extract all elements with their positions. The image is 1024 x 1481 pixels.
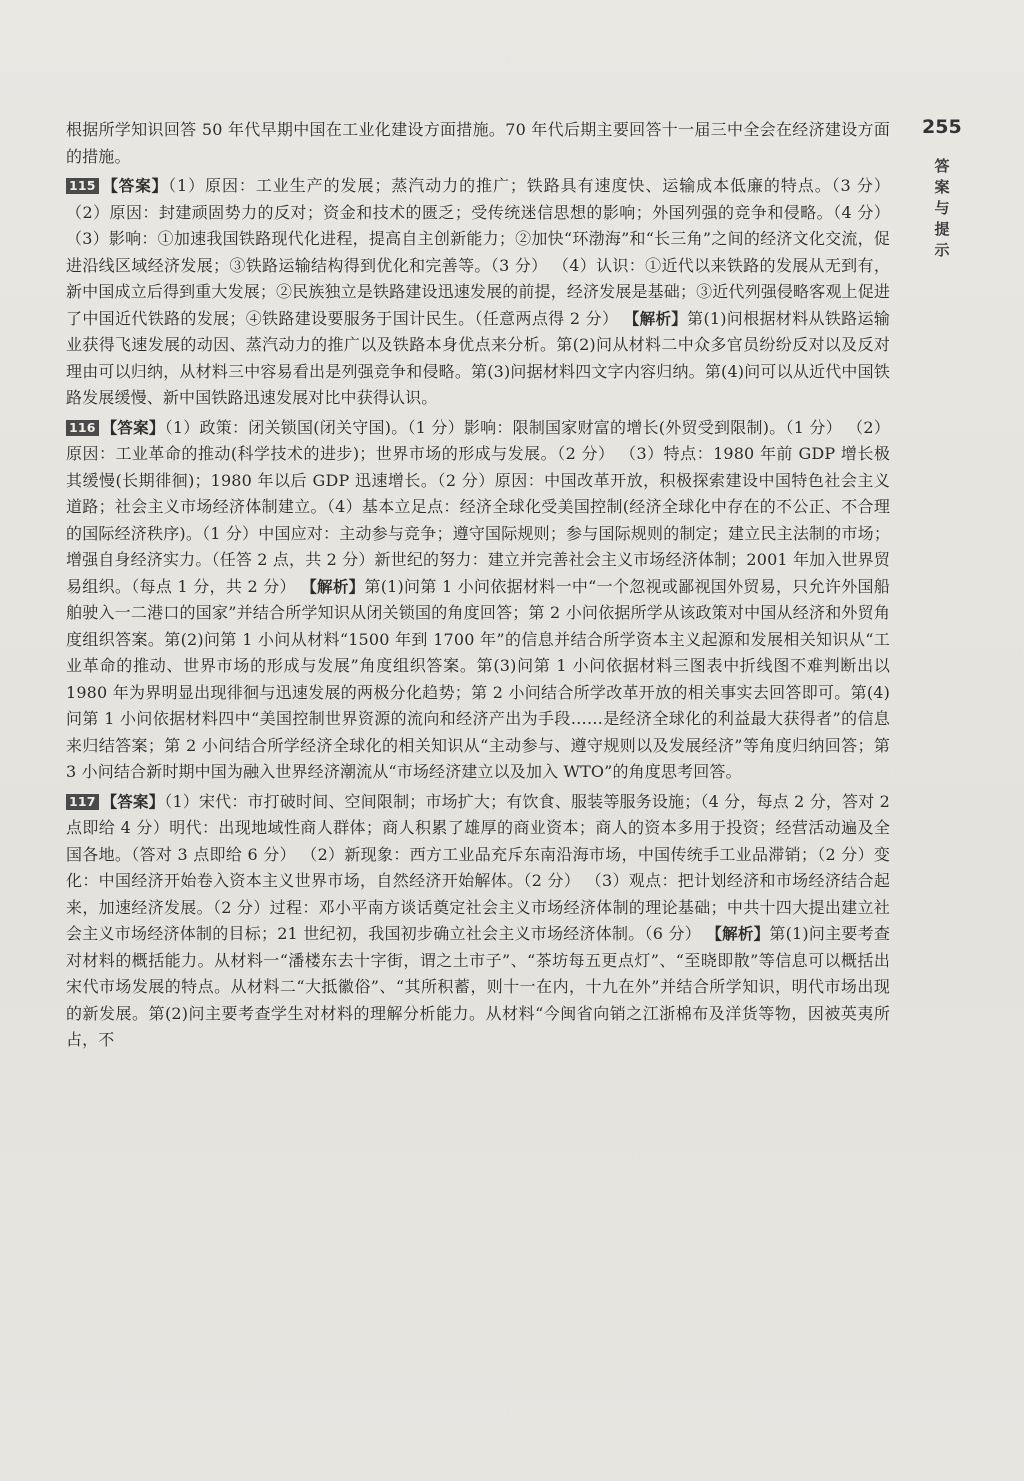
analysis-tag: 【解析】 (706, 925, 770, 943)
answer-text: （1）原因：工业生产的发展；蒸汽动力的推广；铁路具有速度快、运输成本低廉的特点。（3 分） （2）原因：封建顽固势力的反对；资金和技术的匮乏；受传统迷信思想的影响；外国列强的竞争和侵略。（4 分） （3）影响：①加速我国铁路现代化进程，提高自主创新能力；②加快“环渤海”和“长三角”之间的经济文化交流，促进沿线区域经济发展；③铁路运输结构得到优化和完善等。（3 分） （4）认识：①近代以来铁路的发展从无到有，新中国成立后得到重大发展；②民族独立是铁路建设迅速发展的前提，经济发展是基础；③近代列强侵略客观上促进了中国近代铁路的发展；④铁路建设要服务于国计民生。（任意两点得 2 分） (66, 176, 890, 328)
intro-text: 根据所学知识回答 50 年代早期中国在工业化建设方面措施。70 年代后期主要回答十一届三中全会在经济建设方面的措施。 (66, 120, 890, 166)
question-number-badge: 115 (66, 178, 99, 194)
analysis-text: 第(1)问根据材料从铁路运输业获得飞速发展的动因、蒸汽动力的推广以及铁路本身优点来分析。第(2)问从材料二中众多官员纷纷反对以及反对理由可以归纳，从材料三中容易看出是列强竞争和侵略。第(3)问据材料四文字内容归纳。第(4)问可以从近代中国铁路发展缓慢、新中国铁路迅速发展对比中获得认识。 (66, 308, 890, 407)
intro-paragraph (66, 117, 890, 170)
question-115 (66, 173, 890, 412)
page-number: 255 (922, 116, 962, 138)
question-number-badge: 117 (66, 794, 99, 810)
answer-tag: 【答案】 (101, 177, 169, 195)
answer-content (66, 117, 890, 1054)
question-number-badge: 116 (66, 420, 99, 436)
answer-tag: 【答案】 (101, 418, 165, 437)
question-116 (66, 415, 890, 786)
answer-text: （1）宋代：市打破时间、空间限制；市场扩大；有饮食、服装等服务设施；（4 分，每点 2 分，答对 2 点即给 4 分）明代：出现地域性商人群体；商人积累了雄厚的商业资本；商人的资本多用于投资；经营活动遍及全国各地。（答对 3 点即给 6 分） （2）新现象：西方工业品充斥东南沿海市场，中国传统手工业品滞销；（2 分）变化：中国经济开始卷入资本主义世界市场，自然经济开始解体。（2 分） （3）观点：把计划经济和市场经济结合起来，加速经济发展。（2 分）过程：邓小平南方谈话奠定社会主义市场经济体制的理论基础；中共十四大提出建立社会主义市场经济体制的目标；21 世纪初，我国初步确立社会主义市场经济体制。（6 分） (66, 791, 890, 943)
answer-tag: 【答案】 (101, 792, 165, 811)
section-side-label: 答案与提示 (934, 157, 950, 259)
analysis-text: 第(1)问主要考查对材料的概括能力。从材料一“潘楼东去十字街，谓之土市子”、“茶坊每五更点灯”、“至晓即散”等信息可以概括出宋代市场发展的特点。从材料二“大抵徽俗”、“其所积蓄，则十一在内，十九在外”并结合所学知识，明代市场出现的新发展。第(2)问主要考查学生对材料的理解分析能力。从材料“今闽省向销之江浙棉布及洋货等物，因被英夷所占，不 (66, 924, 890, 1049)
answer-text: （1）政策：闭关锁国(闭关守国)。（1 分）影响：限制国家财富的增长(外贸受到限制)。（1 分） （2）原因：工业革命的推动(科学技术的进步)；世界市场的形成与发展。（2 分） （3）特点：1980 年前 GDP 增长极其缓慢(长期徘徊)；1980 年以后 GDP 迅速增长。（2 分）原因：中国改革开放，积极探索建设中国特色社会主义道路；社会主义市场经济体制建立。（4）基本立足点：经济全球化受美国控制(经济全球化中存在的不公正、不合理的国际经济秩序)。（1 分）中国应对：主动参与竞争；遵守国际规则；参与国际规则的制定；建立民主法制的市场；增强自身经济实力。（任答 2 点，共 2 分）新世纪的努力：建立并完善社会主义市场经济体制；2001 年加入世界贸易组织。（每点 1 分，共 2 分） (66, 417, 890, 596)
analysis-tag: 【解析】 (623, 309, 688, 328)
question-117 (66, 789, 890, 1054)
analysis-text: 第(1)问第 1 小问依据材料一中“一个忽视或鄙视国外贸易，只允许外国船舶驶入一二港口的国家”并结合所学知识从闭关锁国的角度回答；第 2 小问依据所学从该政策对中国从经济和外贸角度组织答案。第(2)问第 1 小问从材料“1500 年到 1700 年”的信息并结合所学资本主义起源和发展相关知识从“工业革命的推动、世界市场的形成与发展”角度组织答案。第(3)问第 1 小问依据材料三图表中折线图不难判断出以 1980 年为界明显出现徘徊与迅速发展的两极分化趋势；第 2 小问结合所学改革开放的相关事实去回答即可。第(4)问第 1 小问依据材料四中“美国控制世界资源的流向和经济产出为手段……是经济全球化的利益最大获得者”的信息来归结答案；第 2 小问结合所学经济全球化的相关知识从“主动参与、遵守规则以及发展经济”等角度归纳回答；第 3 小问结合新时期中国为融入世界经济潮流从“市场经济建立以及加入 WTO”的角度思考回答。 (66, 576, 890, 781)
analysis-tag: 【解析】 (301, 577, 365, 596)
